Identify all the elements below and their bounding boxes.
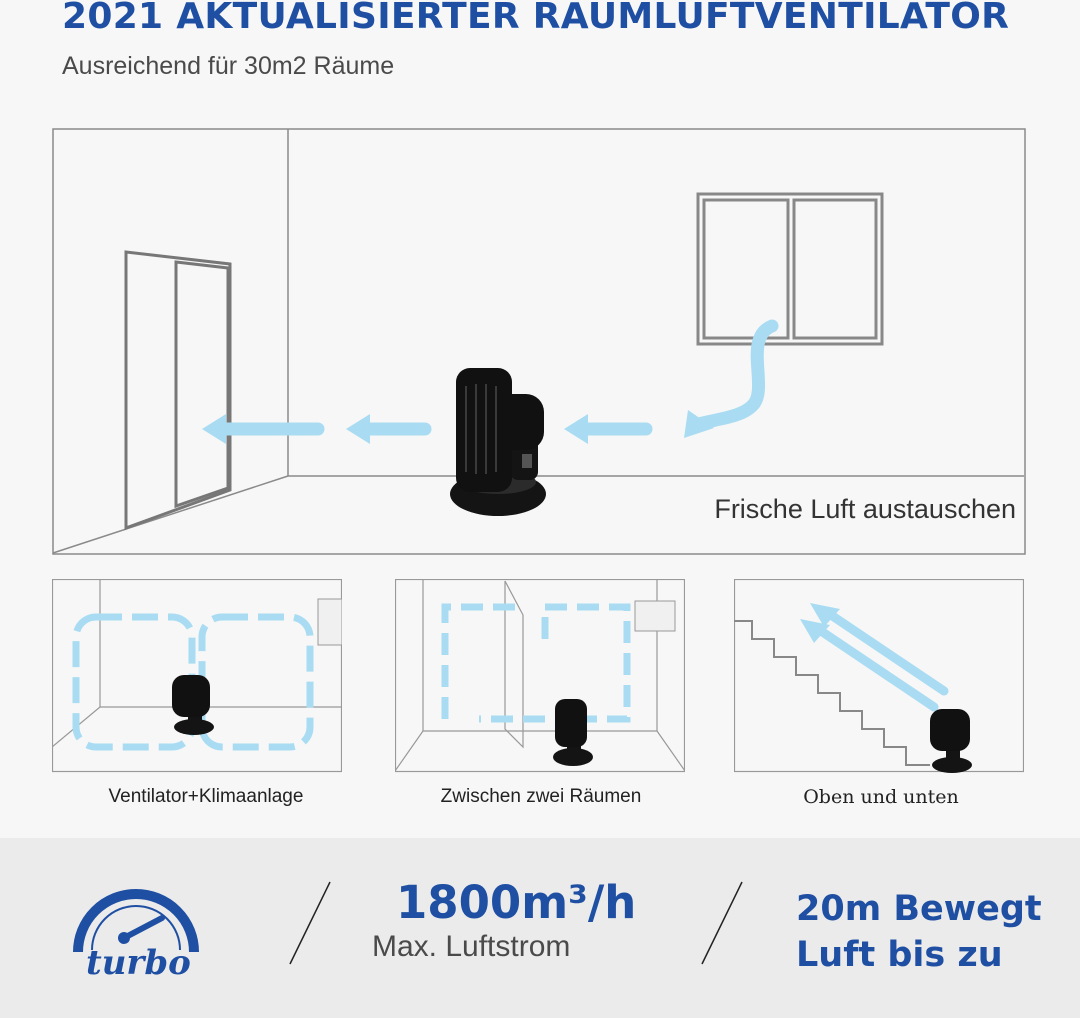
speedometer-icon	[66, 866, 206, 982]
turbo-label: turbo	[86, 943, 191, 982]
panel-caption-3: Oben und unten	[803, 786, 959, 808]
page-subtitle: Ausreichend für 30m2 Räume	[62, 52, 395, 80]
divider	[286, 880, 334, 966]
distance-line-1: 20m Bewegt	[796, 889, 1042, 929]
fan-icon	[553, 699, 593, 766]
distance-line-2: Luft bis zu	[796, 935, 1003, 975]
aircon-unit	[318, 599, 342, 645]
panel-fan-aircon	[52, 579, 342, 773]
main-room-illustration	[52, 128, 1026, 556]
airflow-label: Max. Luftstrom	[372, 930, 571, 963]
airflow-loop-arrows	[445, 607, 627, 719]
distance-spec	[796, 886, 1042, 978]
panel-caption-2: Zwischen zwei Räumen	[440, 786, 642, 807]
panel-caption-1: Ventilator+Klimaanlage	[108, 786, 304, 807]
panel-up-and-down	[734, 579, 1024, 773]
divider	[698, 880, 746, 966]
panel-two-rooms	[395, 579, 685, 773]
fan-icon	[930, 709, 972, 773]
page-title: 2021 AKTUALISIERTER RAUMLUFTVENTILATOR	[62, 0, 1010, 37]
main-scene-caption: Frische Luft austauschen	[714, 494, 1016, 524]
airflow-value: 1800m³/h	[396, 876, 637, 929]
aircon-unit	[635, 601, 675, 631]
fan-icon	[172, 675, 214, 735]
fan-icon	[450, 368, 546, 516]
window-icon	[698, 194, 882, 344]
door-icon	[126, 252, 230, 528]
